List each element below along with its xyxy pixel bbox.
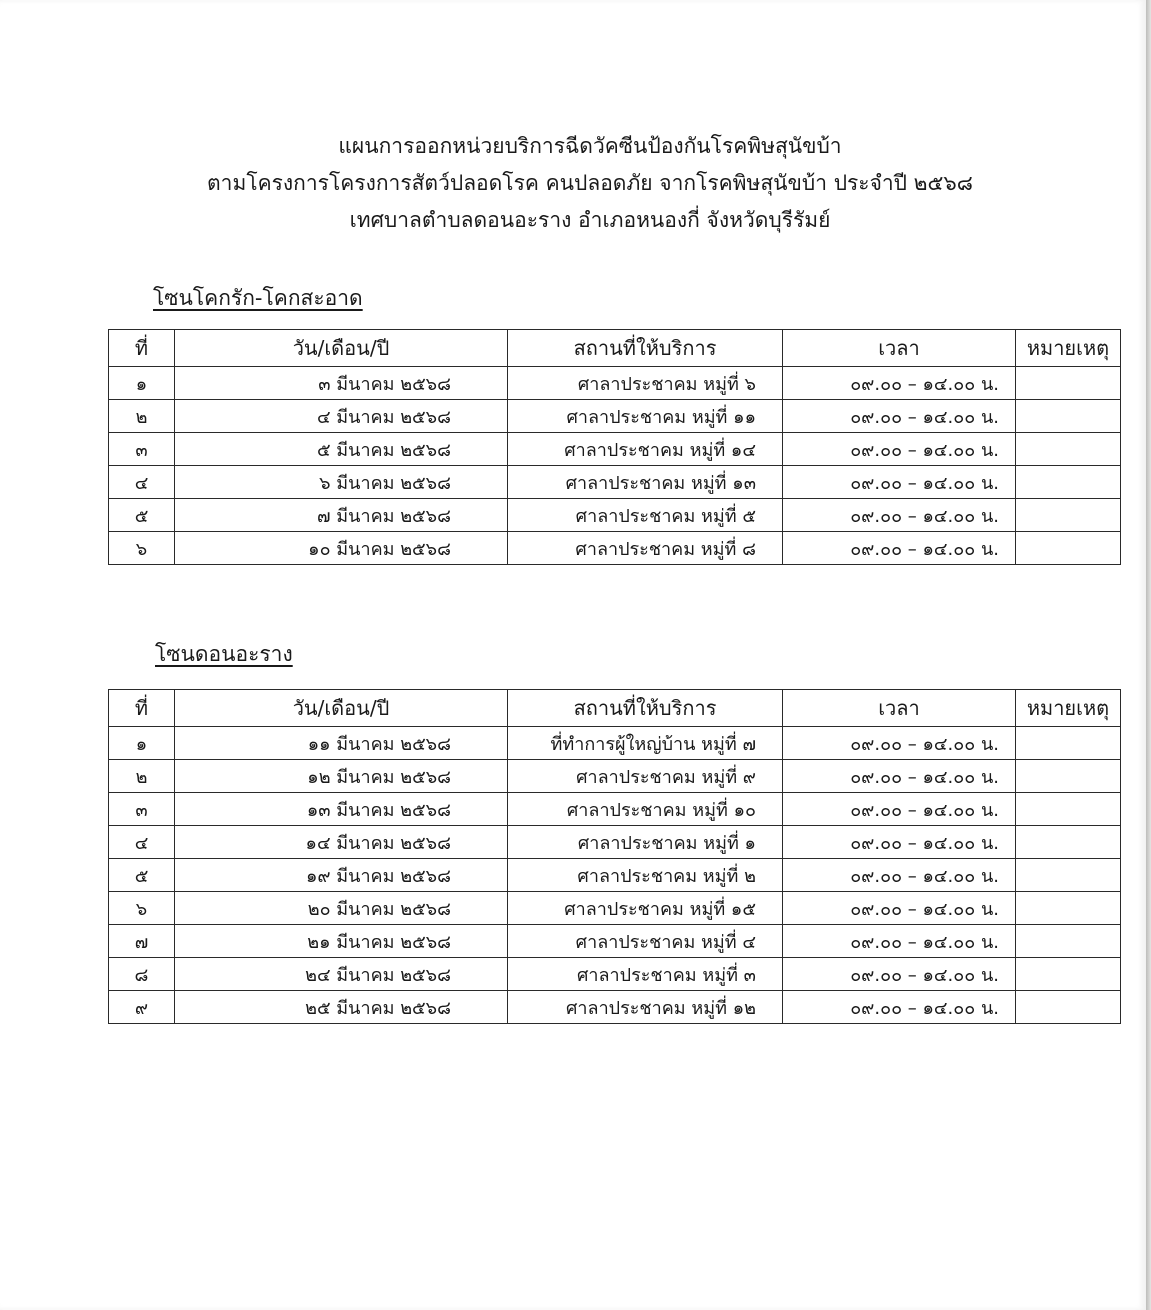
table-row [109,433,1121,466]
cell-time: ๐๙.๐๐ – ๑๔.๐๐ น. [783,991,1016,1024]
cell-date: ๑๙ มีนาคม ๒๕๖๘ [175,859,508,892]
cell-place: ศาลาประชาคม หมู่ที่ ๑๓ [508,466,783,499]
cell-no: ๓ [109,793,175,826]
cell-no: ๕ [109,859,175,892]
cell-no: ๘ [109,958,175,991]
cell-note [1016,367,1121,400]
cell-time: ๐๙.๐๐ – ๑๔.๐๐ น. [783,466,1016,499]
cell-place: ศาลาประชาคม หมู่ที่ ๖ [508,367,783,400]
cell-no: ๔ [109,826,175,859]
table-body [109,727,1121,1024]
table-row [109,760,1121,793]
cell-note [1016,499,1121,532]
cell-date: ๓ มีนาคม ๒๕๖๘ [175,367,508,400]
cell-date: ๑๒ มีนาคม ๒๕๖๘ [175,760,508,793]
page-edge [1146,0,1151,1310]
zone-title-kokrak: โซนโคกรัก-โคกสะอาด [153,286,363,310]
cell-place: ศาลาประชาคม หมู่ที่ ๕ [508,499,783,532]
header-time: เวลา [783,330,1016,367]
header-place: สถานที่ให้บริการ [508,690,783,727]
cell-note [1016,400,1121,433]
title-line: ตามโครงการโครงการสัตว์ปลอดโรค คนปลอดภัย จากโรคพิษสุนัขบ้า ประจำปี ๒๕๖๘ [207,171,973,195]
cell-time: ๐๙.๐๐ – ๑๔.๐๐ น. [783,532,1016,565]
cell-note [1016,925,1121,958]
table-body [109,367,1121,565]
cell-place: ศาลาประชาคม หมู่ที่ ๙ [508,760,783,793]
cell-place: ศาลาประชาคม หมู่ที่ ๑๕ [508,892,783,925]
cell-no: ๕ [109,499,175,532]
cell-time: ๐๙.๐๐ – ๑๔.๐๐ น. [783,433,1016,466]
cell-note [1016,532,1121,565]
cell-note [1016,433,1121,466]
cell-no: ๔ [109,466,175,499]
cell-date: ๗ มีนาคม ๒๕๖๘ [175,499,508,532]
cell-date: ๔ มีนาคม ๒๕๖๘ [175,400,508,433]
cell-date: ๖ มีนาคม ๒๕๖๘ [175,466,508,499]
table-row [109,826,1121,859]
table-row [109,727,1121,760]
header-no: ที่ [109,330,175,367]
cell-time: ๐๙.๐๐ – ๑๔.๐๐ น. [783,367,1016,400]
header-time: เวลา [783,690,1016,727]
cell-note [1016,958,1121,991]
cell-no: ๖ [109,892,175,925]
cell-place: ศาลาประชาคม หมู่ที่ ๑๑ [508,400,783,433]
cell-note [1016,991,1121,1024]
header-note: หมายเหตุ [1016,330,1121,367]
cell-date: ๑๑ มีนาคม ๒๕๖๘ [175,727,508,760]
cell-date: ๒๐ มีนาคม ๒๕๖๘ [175,892,508,925]
cell-no: ๙ [109,991,175,1024]
cell-place: ศาลาประชาคม หมู่ที่ ๑๒ [508,991,783,1024]
cell-no: ๖ [109,532,175,565]
schedule-table-kokrak [108,329,1121,565]
cell-time: ๐๙.๐๐ – ๑๔.๐๐ น. [783,760,1016,793]
cell-date: ๑๔ มีนาคม ๒๕๖๘ [175,826,508,859]
header-place: สถานที่ให้บริการ [508,330,783,367]
cell-no: ๒ [109,760,175,793]
cell-date: ๒๕ มีนาคม ๒๕๖๘ [175,991,508,1024]
cell-note [1016,793,1121,826]
table-row [109,859,1121,892]
cell-time: ๐๙.๐๐ – ๑๔.๐๐ น. [783,400,1016,433]
title-line: เทศบาลตำบลดอนอะราง อำเภอหนองกี่ จังหวัดบุรีรัมย์ [349,208,831,232]
cell-note [1016,859,1121,892]
cell-place: ศาลาประชาคม หมู่ที่ ๓ [508,958,783,991]
document-title [150,128,1030,239]
cell-place: ศาลาประชาคม หมู่ที่ ๑ [508,826,783,859]
schedule-table-donarang [108,689,1121,1024]
cell-date: ๑๐ มีนาคม ๒๕๖๘ [175,532,508,565]
table-row [109,925,1121,958]
table-row [109,400,1121,433]
cell-date: ๑๓ มีนาคม ๒๕๖๘ [175,793,508,826]
cell-note [1016,760,1121,793]
header-date: วัน/เดือน/ปี [175,330,508,367]
table-row [109,367,1121,400]
cell-note [1016,727,1121,760]
cell-no: ๒ [109,400,175,433]
cell-time: ๐๙.๐๐ – ๑๔.๐๐ น. [783,958,1016,991]
cell-place: ศาลาประชาคม หมู่ที่ ๑๐ [508,793,783,826]
table-row [109,466,1121,499]
table-row [109,499,1121,532]
table-row [109,793,1121,826]
cell-place: ศาลาประชาคม หมู่ที่ ๘ [508,532,783,565]
cell-note [1016,826,1121,859]
table-header-row [109,690,1121,727]
cell-place: ศาลาประชาคม หมู่ที่ ๒ [508,859,783,892]
zone-title-donarang: โซนดอนอะราง [155,642,293,666]
cell-place: ศาลาประชาคม หมู่ที่ ๔ [508,925,783,958]
cell-no: ๓ [109,433,175,466]
table-row [109,991,1121,1024]
header-date: วัน/เดือน/ปี [175,690,508,727]
cell-time: ๐๙.๐๐ – ๑๔.๐๐ น. [783,826,1016,859]
cell-no: ๑ [109,367,175,400]
cell-time: ๐๙.๐๐ – ๑๔.๐๐ น. [783,859,1016,892]
table-header-row [109,330,1121,367]
table-row [109,958,1121,991]
cell-place: ศาลาประชาคม หมู่ที่ ๑๔ [508,433,783,466]
table-row [109,892,1121,925]
cell-time: ๐๙.๐๐ – ๑๔.๐๐ น. [783,793,1016,826]
cell-note [1016,892,1121,925]
cell-date: ๕ มีนาคม ๒๕๖๘ [175,433,508,466]
cell-no: ๗ [109,925,175,958]
cell-no: ๑ [109,727,175,760]
cell-time: ๐๙.๐๐ – ๑๔.๐๐ น. [783,727,1016,760]
table-row [109,532,1121,565]
cell-place: ที่ทำการผู้ใหญ่บ้าน หมู่ที่ ๗ [508,727,783,760]
cell-date: ๒๑ มีนาคม ๒๕๖๘ [175,925,508,958]
header-no: ที่ [109,690,175,727]
cell-time: ๐๙.๐๐ – ๑๔.๐๐ น. [783,892,1016,925]
cell-time: ๐๙.๐๐ – ๑๔.๐๐ น. [783,925,1016,958]
cell-time: ๐๙.๐๐ – ๑๔.๐๐ น. [783,499,1016,532]
cell-date: ๒๔ มีนาคม ๒๕๖๘ [175,958,508,991]
cell-note [1016,466,1121,499]
title-line: แผนการออกหน่วยบริการฉีดวัคซีนป้องกันโรคพิษสุนัขบ้า [338,134,842,158]
header-note: หมายเหตุ [1016,690,1121,727]
